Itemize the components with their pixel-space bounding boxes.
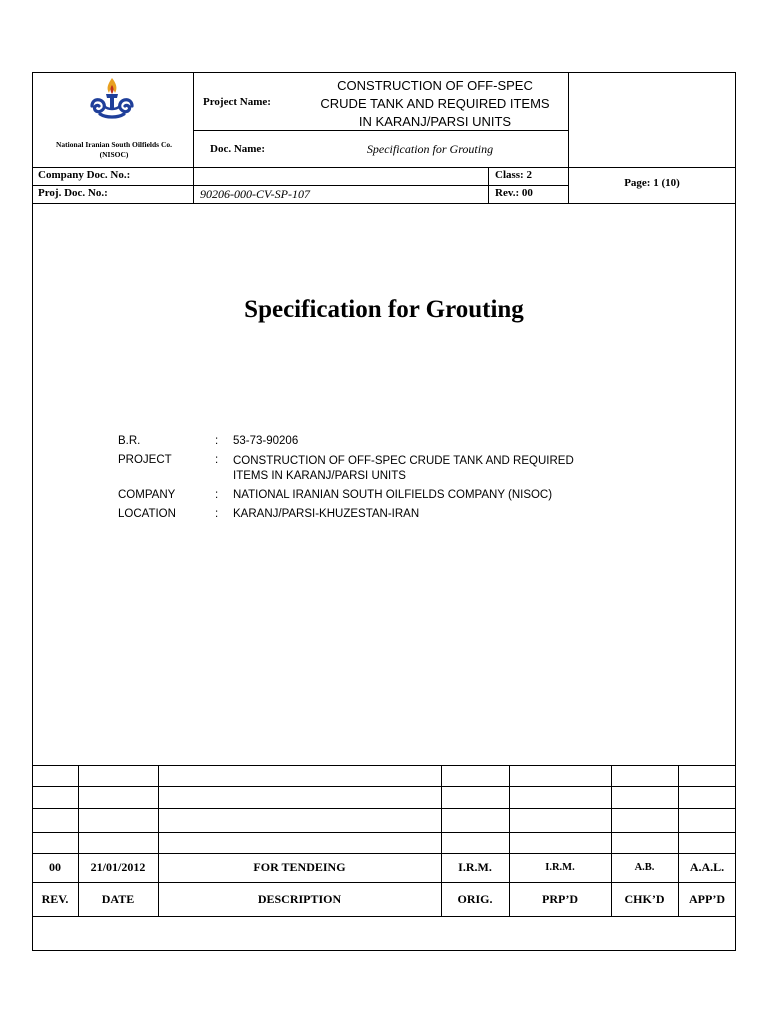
- class-label: Class: 2: [495, 169, 532, 181]
- table-rule: [32, 808, 736, 809]
- proj-doc-label: Proj. Doc. No.:: [38, 187, 108, 199]
- info-value-project-line: ITEMS IN KARANJ/PARSI UNITS: [233, 470, 406, 482]
- table-rule: [32, 786, 736, 787]
- header-divider: [32, 203, 736, 204]
- table-cell: 21/01/2012: [90, 860, 146, 874]
- table-cell: FOR TENDEING: [253, 860, 346, 874]
- info-value-location: KARANJ/PARSI-KHUZESTAN-IRAN: [233, 508, 420, 520]
- info-value-project: [233, 454, 574, 484]
- info-colon: :: [215, 508, 219, 520]
- header-divider: [193, 72, 194, 203]
- project-name-label: Project Name:: [203, 96, 271, 108]
- info-colon: :: [215, 489, 219, 501]
- doc-name-value: Specification for Grouting: [366, 142, 494, 156]
- table-cell: A.B.: [634, 862, 655, 873]
- info-value-company: NATIONAL IRANIAN SOUTH OILFIELDS COMPANY (NISOC): [233, 489, 553, 501]
- info-key-location: LOCATION: [118, 508, 176, 520]
- table-header: APP’D: [689, 891, 725, 906]
- header-divider: [32, 167, 736, 168]
- proj-doc-value: 90206-000-CV-SP-107: [200, 187, 310, 201]
- table-rule: [32, 765, 736, 766]
- table-rule: [32, 916, 736, 917]
- table-cell: 00: [49, 860, 61, 874]
- info-value-br: 53-73-90206: [233, 435, 299, 447]
- info-key-project: PROJECT: [118, 454, 172, 466]
- table-cell: I.R.M.: [458, 860, 492, 874]
- nisoc-logo: [82, 76, 142, 120]
- project-title-line: IN KARANJ/PARSI UNITS: [358, 114, 512, 129]
- company-abbr: (NISOC): [99, 150, 129, 159]
- table-header: CHK’D: [624, 891, 665, 906]
- info-key-company: COMPANY: [118, 489, 176, 501]
- table-header: ORIG.: [457, 891, 493, 906]
- company-doc-label: Company Doc. No.:: [38, 169, 131, 181]
- page-label: Page: 1 (10): [624, 177, 680, 189]
- company-name-line: National Iranian South Oilfields Co.: [55, 140, 173, 149]
- table-header: REV.: [41, 891, 69, 906]
- project-title: [290, 77, 580, 131]
- table-cell: A.A.L.: [689, 860, 725, 874]
- info-colon: :: [215, 435, 219, 447]
- header-divider: [488, 167, 489, 203]
- company-name: [36, 140, 192, 160]
- project-title-line: CONSTRUCTION OF OFF-SPEC: [337, 78, 533, 93]
- document-title: Specification for Grouting: [244, 296, 524, 323]
- table-header: DATE: [101, 891, 135, 906]
- table-header: PRP’D: [542, 891, 578, 906]
- table-rule: [32, 832, 736, 833]
- info-key-br: B.R.: [118, 435, 141, 447]
- info-colon: :: [215, 454, 219, 466]
- table-cell: I.R.M.: [545, 862, 575, 873]
- project-title-line: CRUDE TANK AND REQUIRED ITEMS: [320, 96, 550, 111]
- table-header: DESCRIPTION: [257, 891, 342, 906]
- rev-label: Rev.: 00: [495, 187, 533, 199]
- doc-name-label: Doc. Name:: [210, 143, 265, 155]
- info-value-project-line: CONSTRUCTION OF OFF-SPEC CRUDE TANK AND REQUIRED: [233, 455, 574, 467]
